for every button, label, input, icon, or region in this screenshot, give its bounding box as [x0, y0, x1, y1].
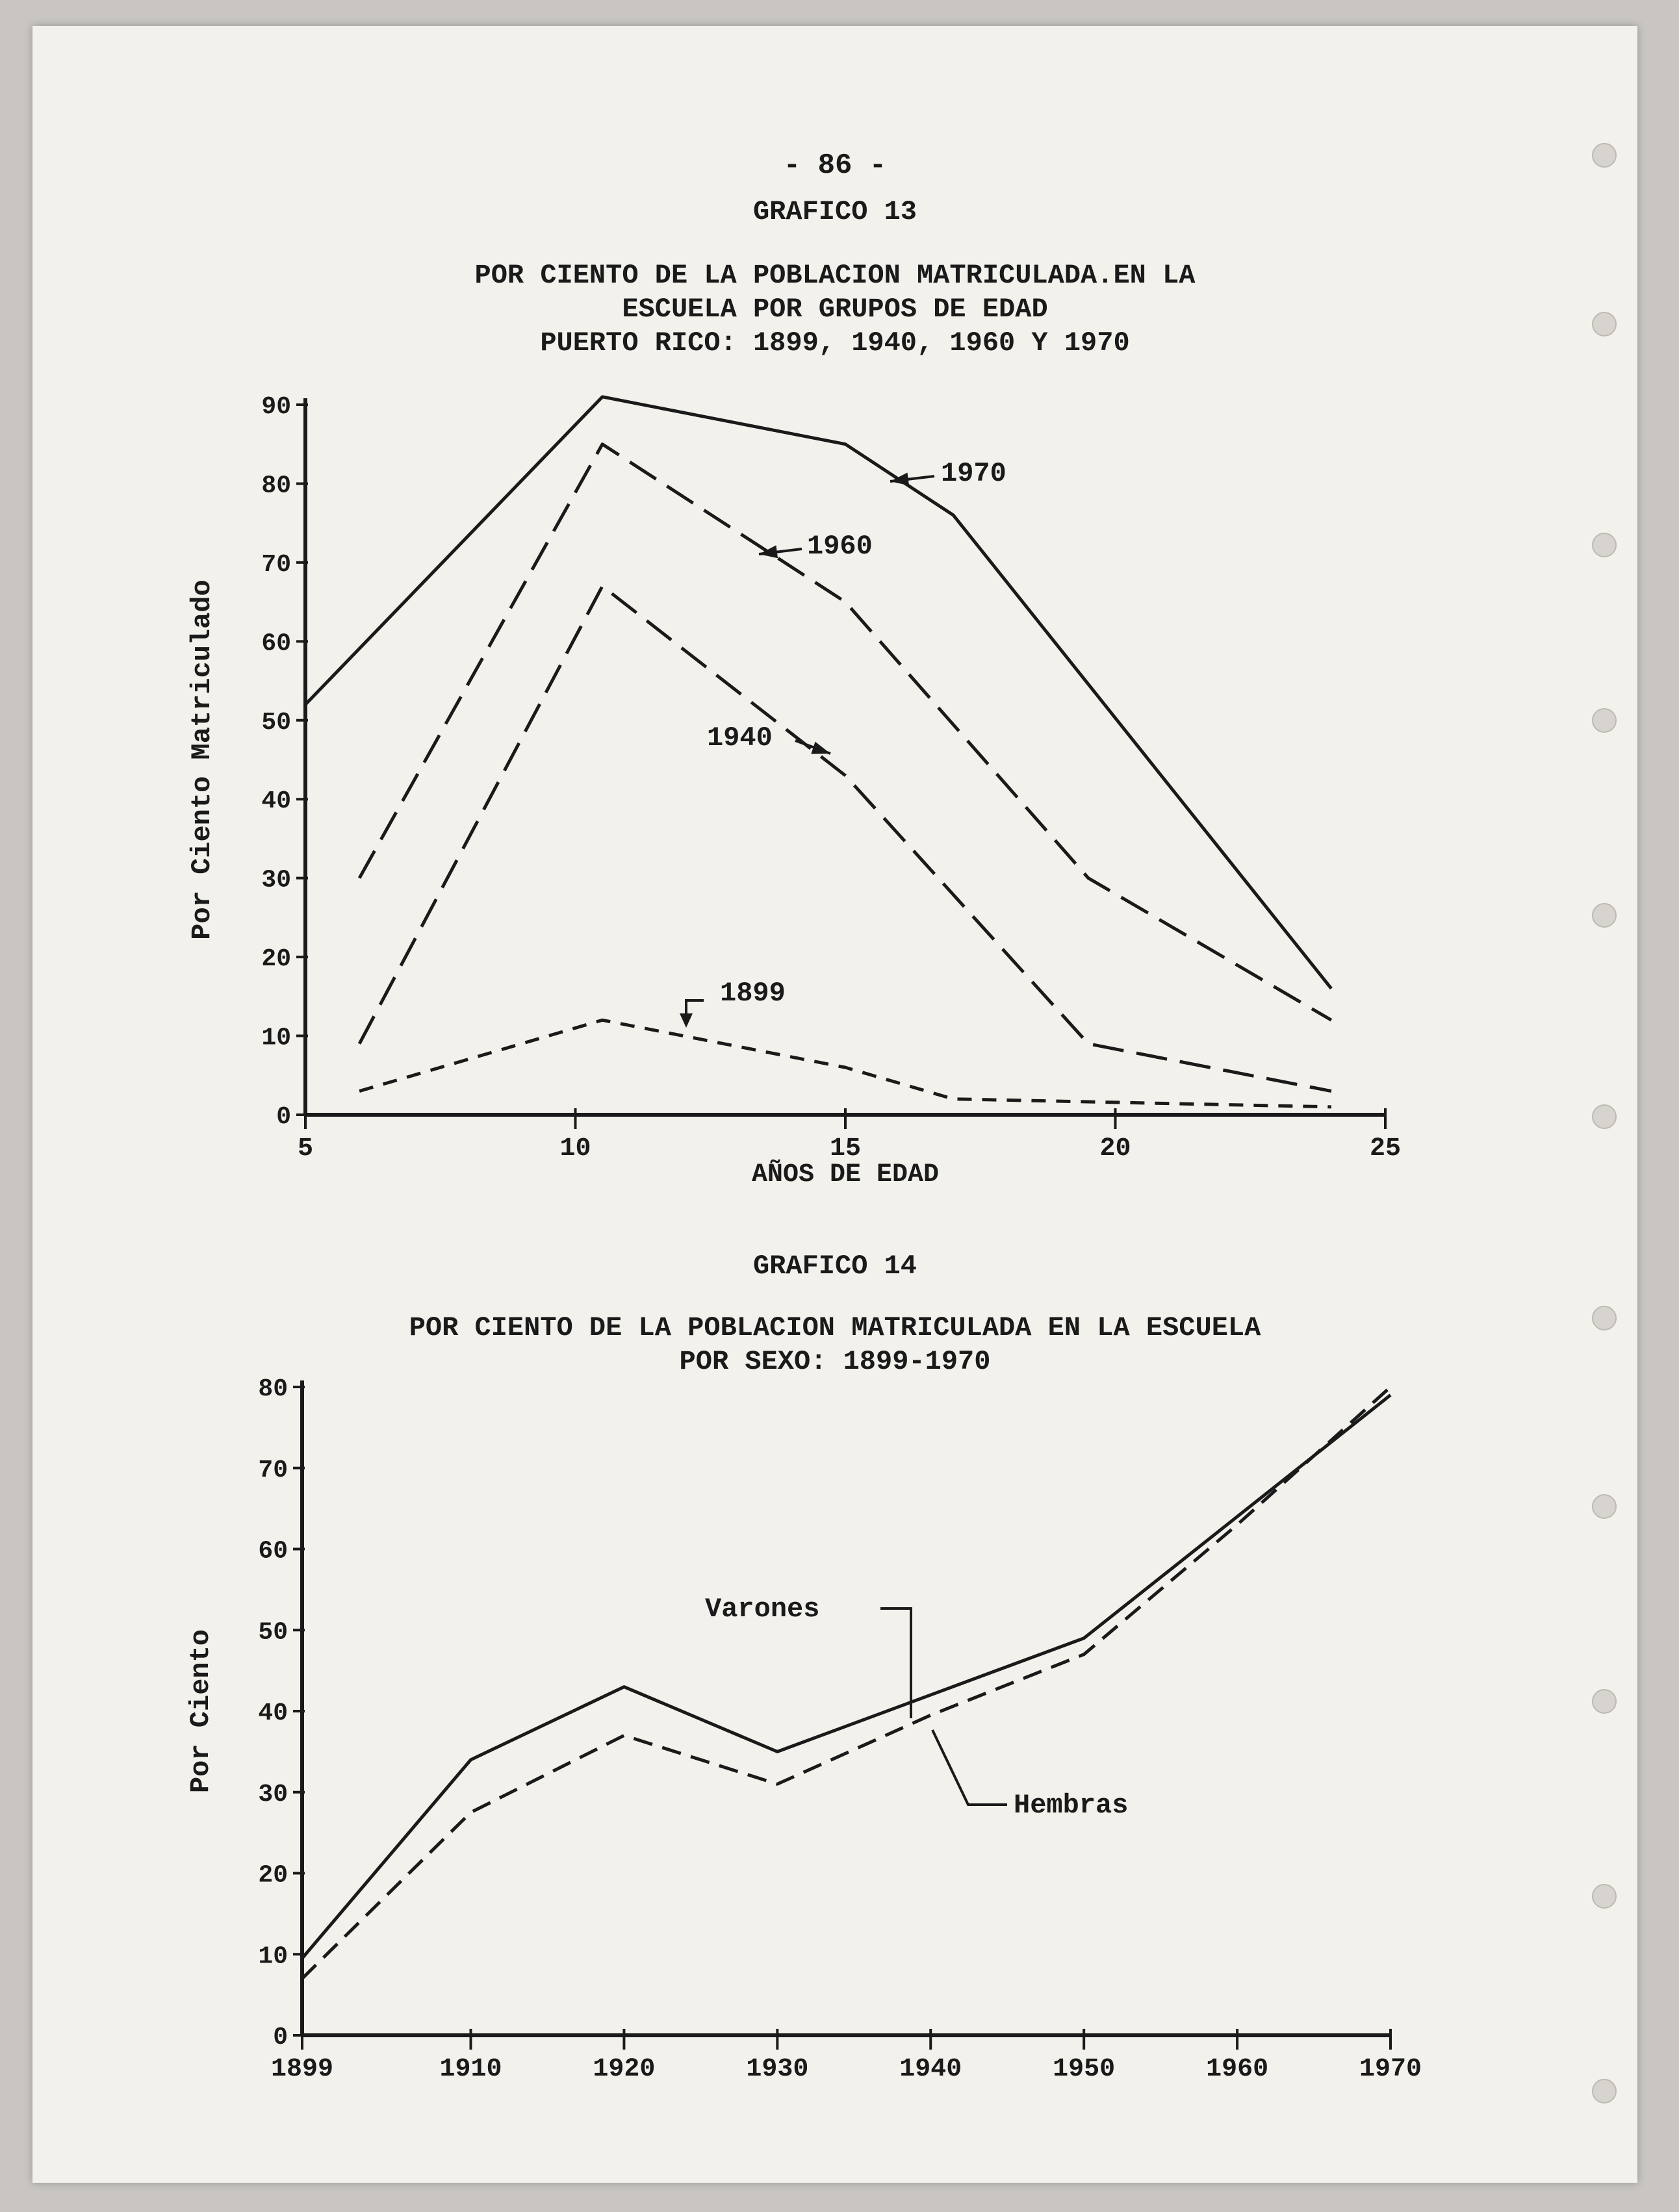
chart-13-title-line: ESCUELA POR GRUPOS DE EDAD [622, 294, 1048, 325]
chart-13-series-label-1940: 1940 [707, 722, 773, 754]
chart-14-series-label-Hembras: Hembras [1014, 1790, 1129, 1821]
chart-13-y-tick-label: 30 [261, 866, 291, 895]
chart-13-x-tick-label: 20 [1099, 1134, 1131, 1163]
chart-14-x-tick-label: 1910 [439, 2055, 502, 2084]
document-page [32, 26, 1637, 2183]
chart-14-x-tick-label: 1920 [593, 2055, 656, 2084]
chart-13-age-enrollment [32, 26, 1637, 2183]
chart-13-series-line-1940 [359, 586, 1331, 1091]
chart-14-series-line-Hembras [302, 1387, 1391, 1979]
chart-14-label-pointer [932, 1730, 1007, 1805]
chart-14-title-line: POR SEXO: 1899-1970 [679, 1346, 991, 1377]
chart-14-series-line-Varones [302, 1395, 1391, 1958]
chart-14-x-tick-label: 1970 [1359, 2055, 1422, 2084]
chart-13-label: GRAFICO 13 [752, 196, 917, 227]
chart-13-series-line-1970 [305, 397, 1331, 989]
chart-13-series-label-1970: 1970 [941, 458, 1006, 489]
chart-13-x-tick-label: 25 [1369, 1134, 1402, 1163]
chart-13-y-tick-label: 0 [276, 1103, 291, 1131]
chart-14-y-tick-label: 50 [258, 1618, 288, 1647]
chart-13-y-tick-label: 70 [261, 550, 291, 579]
chart-13-title-line: POR CIENTO DE LA POBLACION MATRICULADA.EN LA [474, 260, 1196, 291]
chart-14-y-tick-label: 10 [258, 1942, 288, 1971]
chart-13-y-axis-label: Por Ciento Matriculado [186, 579, 218, 940]
chart-14-x-tick-label: 1940 [899, 2055, 962, 2084]
chart-13-y-tick-label: 20 [261, 945, 291, 974]
chart-14-y-tick-label: 80 [258, 1375, 288, 1403]
chart-13-series-label-1899: 1899 [720, 978, 786, 1009]
chart-14-x-tick-label: 1950 [1053, 2055, 1116, 2084]
chart-13-x-tick-label: 15 [829, 1134, 862, 1163]
chart-13-label-arrow-icon [811, 742, 830, 754]
chart-14-y-tick-label: 40 [258, 1699, 288, 1727]
chart-13-y-tick-label: 90 [261, 393, 291, 421]
chart-14-y-tick-label: 30 [258, 1780, 288, 1809]
chart-13-y-tick-label: 10 [261, 1024, 291, 1052]
chart-14-x-tick-label: 1899 [270, 2055, 334, 2084]
chart-13-y-tick-label: 60 [261, 629, 291, 658]
chart-14-y-tick-label: 20 [258, 1861, 288, 1890]
chart-14-x-tick-label: 1930 [746, 2055, 809, 2084]
chart-13-y-tick-label: 50 [261, 708, 291, 737]
chart-13-x-tick-label: 10 [559, 1134, 591, 1163]
chart-13-title-line: PUERTO RICO: 1899, 1940, 1960 Y 1970 [540, 327, 1130, 359]
chart-14-y-tick-label: 0 [273, 2024, 288, 2052]
chart-13-label-arrow-icon [680, 1013, 693, 1028]
chart-14-y-tick-label: 60 [258, 1537, 288, 1566]
chart-13-x-tick-label: 5 [297, 1134, 314, 1163]
chart-13-x-axis-label: AÑOS DE EDAD [751, 1160, 940, 1189]
chart-14-x-tick-label: 1960 [1206, 2055, 1269, 2084]
chart-13-series-label-1960: 1960 [807, 531, 873, 562]
chart-14-label-pointer [880, 1608, 911, 1718]
chart-13-y-tick-label: 40 [261, 787, 291, 816]
chart-13-y-tick-label: 80 [261, 472, 291, 500]
chart-14-title-line: POR CIENTO DE LA POBLACION MATRICULADA EN LA ESCUELA [409, 1312, 1261, 1343]
chart-14-series-label-Varones: Varones [705, 1594, 820, 1625]
chart-14-y-axis-label: Por Ciento [185, 1629, 216, 1794]
page-number: - 86 - [783, 149, 887, 182]
chart-14-label: GRAFICO 14 [752, 1251, 917, 1282]
chart-14-y-tick-label: 70 [258, 1456, 288, 1484]
